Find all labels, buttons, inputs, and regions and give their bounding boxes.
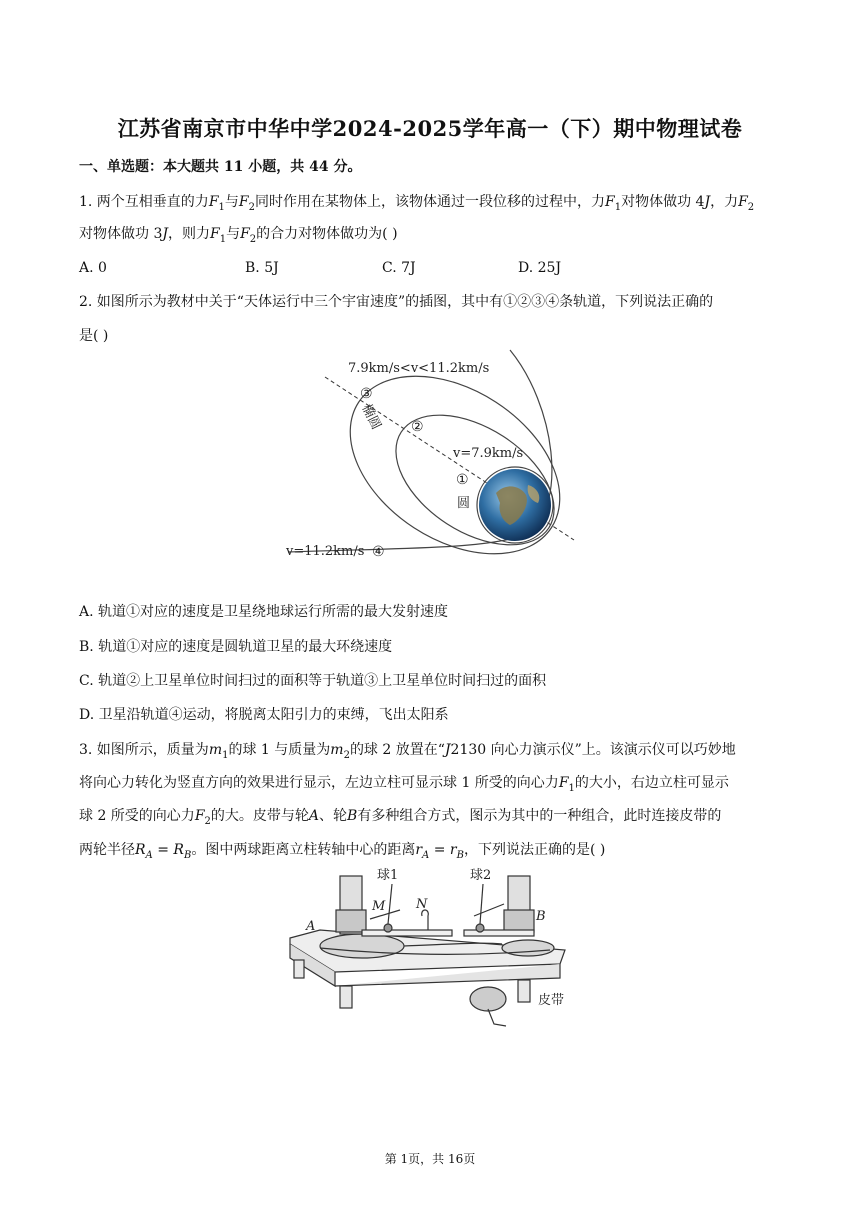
crank-handle [488,1009,506,1026]
q2-option-a: A. 轨道①对应的速度是卫星绕地球运行所需的最大发射速度 [79,604,449,620]
q1-line1: 1. 两个互相垂直的力$F_1$与$F_2$同时作用在某物体上，该物体通过一段位移的过程中，力$F_1$对物体做功 4J，力$F_2$ [79,194,755,213]
q3-line2: 将向心力转化为竖直方向的效果进行显示，左边立柱可显示球 1 所受的向心力$F_1$的大小，右边立柱可显示 [79,775,729,794]
ball-1 [384,924,392,932]
table-leg [518,980,530,1002]
q3-line3: 球 2 所受的向心力$F_2$的大。皮带与轮A、轮B有多种组合方式，图示为其中的一种组合，此时连接皮带的 [79,808,722,827]
stopper-n [422,910,429,930]
page-footer: 第 1页，共 16页 [384,1152,476,1166]
table-leg [294,960,304,978]
left-arm [362,930,452,936]
cosmic-velocity-figure [270,345,590,570]
wheel-b [502,940,554,956]
q1-option-a: A. 0 [79,260,107,276]
right-spring [504,910,534,932]
belt-pulley [470,987,506,1011]
right-arm [464,930,534,936]
label-ellipse: 椭圆 [358,402,384,433]
leader-ball-2 [480,884,483,924]
label-ball-1: 球1 [377,868,399,883]
label-orbit-1: ① [456,472,469,488]
label-b: B [536,909,546,924]
label-orbit-4: ④ [372,544,385,560]
label-belt: 皮带 [538,993,565,1008]
label-circle: 圆 [457,496,471,511]
label-m: M [372,899,386,914]
q1-line2: 对物体做功 3J，则力$F_1$与$F_2$的合力对物体做功为( ) [79,226,398,245]
label-second-velocity: v=11.2km/s [286,544,365,559]
wheel-a [320,934,404,958]
q1-option-c: C. 7J [382,260,416,276]
label-orbit-2: ② [411,419,424,435]
label-a: A [306,919,316,934]
label-first-velocity: v=7.9km/s [453,446,524,461]
centripetal-force-apparatus-figure [280,864,590,1042]
left-spring [336,910,366,932]
q2-line2: 是( ) [79,328,109,344]
label-ball-2: 球2 [470,868,492,883]
ball-2 [476,924,484,932]
q2-option-b: B. 轨道①对应的速度是圆轨道卫星的最大环绕速度 [79,639,393,655]
q3-line1: 3. 如图所示，质量为$m_1$的球 1 与质量为$m_2$的球 2 放置在“J2130 向心力演示仪”上。该演示仪可以巧妙地 [79,742,736,761]
leader-ball-1 [388,884,392,924]
right-lever [474,904,504,916]
label-velocity-range: 7.9km/s<v<11.2km/s [348,361,490,376]
orbit-2 [373,388,577,570]
q2-line1: 2. 如图所示为教材中关于“天体运行中三个宇宙速度”的插图，其中有①②③④条轨道，下列说法正确的 [79,294,714,310]
q1-option-b: B. 5J [245,260,279,276]
exam-title: 江苏省南京市中华中学2024-2025学年高一（下）期中物理试卷 [117,116,743,141]
section-heading: 一、单选题：本大题共 11 小题，共 44 分。 [79,159,362,175]
label-n: N [416,897,428,912]
table-leg [340,986,352,1008]
label-orbit-3: ③ [360,386,373,402]
q2-option-c: C. 轨道②上卫星单位时间扫过的面积等于轨道③上卫星单位时间扫过的面积 [79,673,547,689]
q3-line4: 两轮半径$R_A = R_B$。图中两球距离立柱转轴中心的距离$r_A = r_B$，下列说法正确的是( ) [79,842,606,861]
q2-option-d: D. 卫星沿轨道④运动，将脱离太阳引力的束缚，飞出太阳系 [79,707,449,723]
q1-option-d: D. 25J [518,260,562,276]
